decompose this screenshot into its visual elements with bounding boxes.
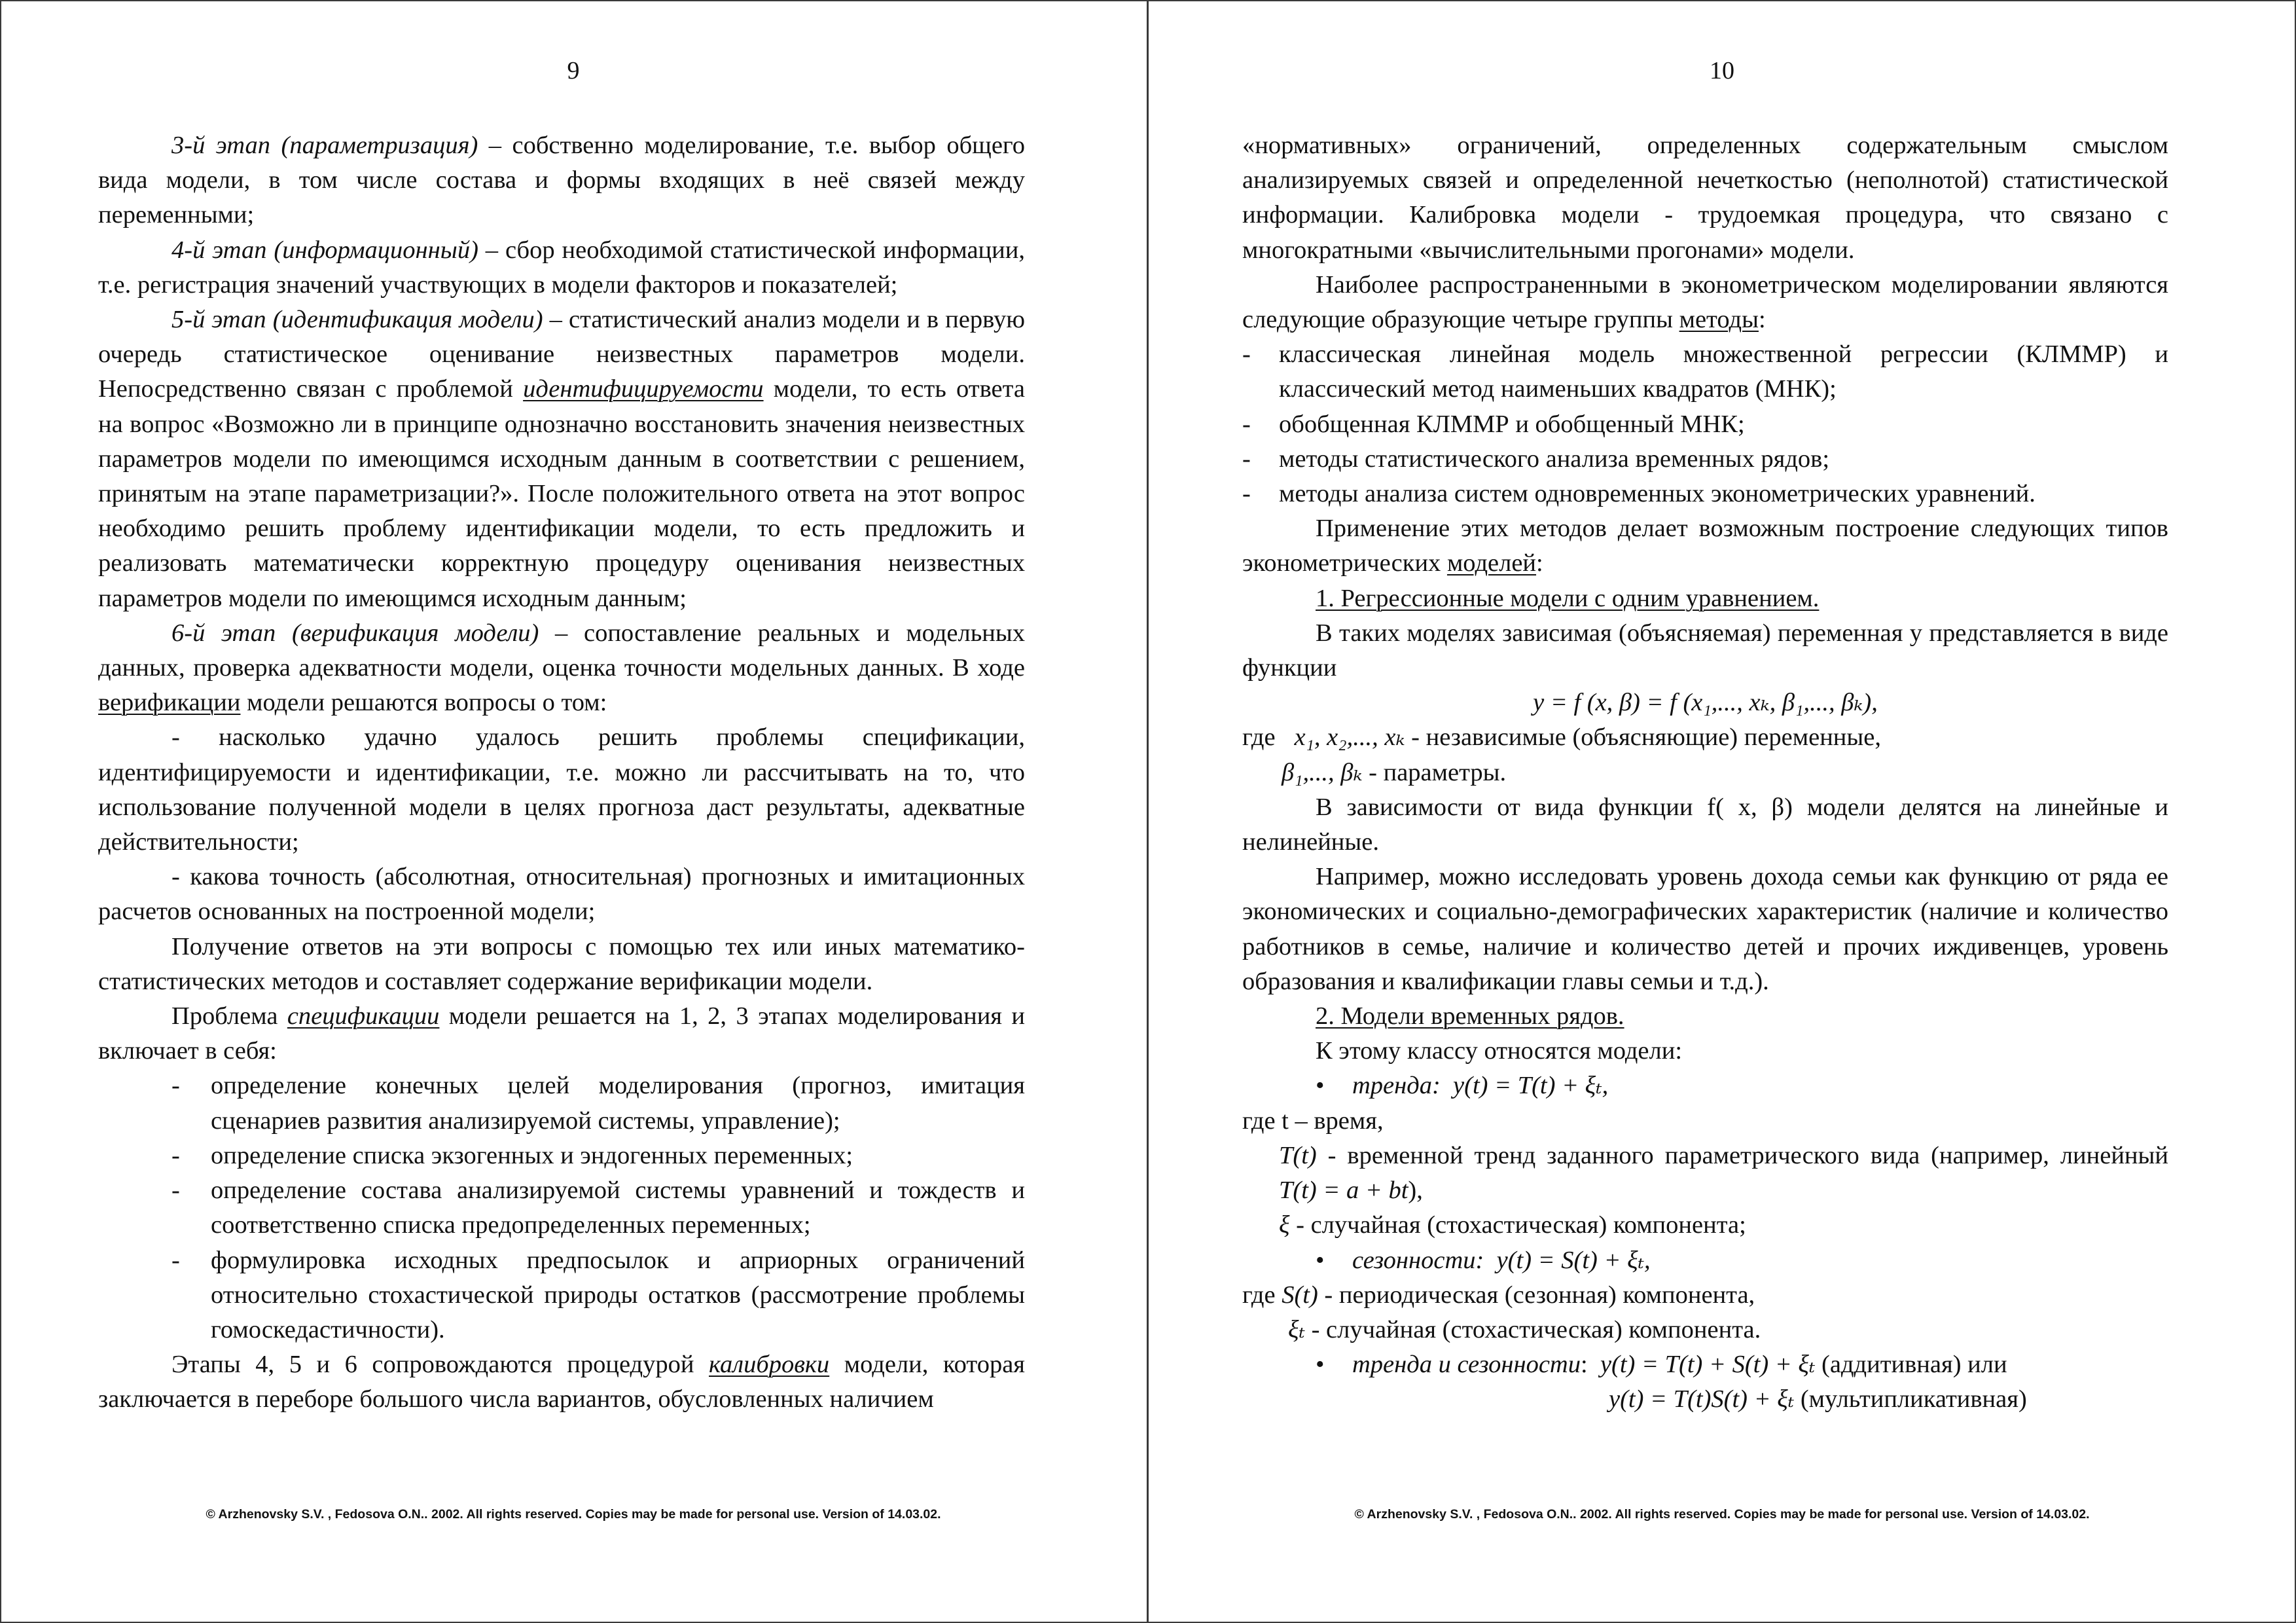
season-label: сезонности:: [1352, 1246, 1484, 1274]
stage4-title: 4-й этап (информационный): [171, 236, 478, 264]
stage5-text-b: модели, то есть ответа на вопрос «Возможно ли в принципе однозначно восстановить значения неизвестных параметров модели по имеющимся исходным данным в соответствии с решением, принятым на этапе параметризации?». После положительного ответа на этот вопрос необходимо решить проблему идентификации модели, то есть предложить и реализовать математически корректную процедуру оценивания неизвестных параметров модели по имеющимся исходным данным;: [98, 375, 1026, 612]
calib-text-a: Этапы 4, 5 и 6 сопровождаются процедурой: [171, 1351, 709, 1379]
stage5-title: 5-й этап (идентификация модели): [171, 306, 543, 334]
independent-text: - независимые (объясняющие) переменные,: [1405, 723, 1881, 752]
season-formula: y(t) = S(t) + ξₜ,: [1496, 1246, 1651, 1274]
stage5-text-a: – статистический анализ модели и в первую очередь статистическое оценивание неизвестных параметров модели. Непосредственно связан с проблемой: [98, 306, 1025, 403]
stage6-paragraph: [98, 616, 1025, 721]
where-word: где: [1242, 723, 1276, 752]
multiplicative-text: (мультипликативная): [1794, 1385, 2027, 1413]
copyright-footer: © Arzhenovsky S.V. , Fedosova O.N.. 2002. All rights reserved. Copies may be made for personal use. Version of 14.03.02.: [206, 1507, 941, 1522]
calib-text-b: модели, которая заключается в переборе большого числа вариантов, обусловленных наличием: [98, 1351, 1025, 1413]
additive-text: (аддитивная) или: [1815, 1351, 2007, 1379]
xi-text: - случайная (стохастическая) компонента;: [1289, 1211, 1746, 1239]
additive-formula: y(t) = T(t) + S(t) + ξₜ: [1600, 1351, 1816, 1379]
xit-def-line: [1242, 1313, 2168, 1347]
stage6-title: 6-й этап (верификация модели): [171, 619, 539, 647]
independent-vars: x₁, x₂,..., xₖ: [1294, 723, 1405, 752]
section-heading-1: [1242, 581, 2168, 616]
S-symbol: S(t): [1282, 1281, 1318, 1309]
trend-formula: y(t) = T(t) + ξₜ,: [1453, 1072, 1609, 1100]
stage4-paragraph: [98, 233, 1025, 302]
linear-paragraph: В зависимости от вида функции f( x, β) модели делятся на линейные и нелинейные.: [1242, 793, 2168, 856]
stage6-text-b: модели решаются вопросы о том:: [240, 689, 607, 717]
time-line: где t – время,: [1242, 1106, 1384, 1135]
multiplicative-line: [1242, 1382, 2168, 1417]
xit-symbol: ξₜ: [1288, 1315, 1305, 1343]
trend-label: тренда:: [1352, 1072, 1441, 1100]
where-independent: [1242, 720, 2168, 755]
params-vars: β₁,..., βₖ: [1282, 758, 1363, 786]
specification-term: спецификации: [287, 1002, 440, 1030]
regression-paragraph: В таких моделях зависимая (объясняемая) переменная y представляется в виде функции: [1242, 619, 2168, 682]
methods-text-b: :: [1758, 306, 1766, 334]
left-page: [0, 0, 1147, 1623]
params-text: - параметры.: [1362, 758, 1507, 786]
season-bullet: • сезонности: y(t) = S(t) + ξₜ,: [1316, 1246, 1651, 1274]
verification-term: верификации: [98, 689, 241, 717]
page-number: 10: [1710, 57, 1734, 84]
page-number: 9: [567, 57, 580, 84]
list-item: - методы статистического анализа временных рядов;: [1242, 442, 2168, 477]
methods-list: [1242, 337, 2168, 511]
xi-def-line: [1242, 1208, 2168, 1243]
list-item: - обобщенная КЛММР и обобщенный МНК;: [1242, 407, 2168, 442]
stage4-text: – сбор необходимой статистической информации, т.е. регистрация значений участвующих в модели факторов и показателей;: [98, 236, 1025, 299]
stage3-text: – собственно моделирование, т.е. выбор общего вида модели, в том числе состава и формы входящих в неё связей между переменными;: [98, 132, 1025, 229]
spec-text-b: модели решается на 1, 2, 3 этапах моделирования и включает в себя:: [98, 1002, 1026, 1065]
list-item: - методы анализа систем одновременных эконометрических уравнений.: [1242, 477, 2168, 511]
copyright-footer: © Arzhenovsky S.V. , Fedosova O.N.. 2002. All rights reserved. Copies may be made for personal use. Version of 14.03.02.: [1354, 1507, 2090, 1522]
where-word: где: [1242, 1281, 1276, 1309]
question-2: - какова точность (абсолютная, относительная) прогнозных и имитационных расчетов основанных на построенной модели;: [98, 863, 1025, 926]
list-item: - определение списка экзогенных и эндогенных переменных;: [171, 1139, 1025, 1173]
types-text-a: Применение этих методов делает возможным построение следующих типов эконометрических: [1242, 515, 2168, 577]
multiplicative-formula: y(t) = T(t)S(t) + ξₜ: [1609, 1385, 1795, 1413]
methods-term: методы: [1679, 306, 1759, 334]
methods-text-a: Наиболее распространенными в эконометрическом моделировании являются следующие образующие четыре группы: [1242, 270, 2168, 334]
trend-season-label: тренда и сезонности: [1352, 1351, 1581, 1379]
section-heading-1-text: 1. Регрессионные модели с одним уравнением.: [1316, 584, 1820, 612]
trend-def-line: [1242, 1139, 2168, 1208]
page-body: [98, 128, 1025, 1417]
stage5-paragraph: [98, 302, 1025, 616]
S-text: - периодическая (сезонная) компонента,: [1318, 1281, 1755, 1309]
answers-paragraph: Получение ответов на эти вопросы с помощью тех или иных математико-статистических методов и составляет содержание верификации модели.: [98, 932, 1025, 995]
class-paragraph: К этому классу относятся модели:: [1316, 1037, 1683, 1065]
list-item: - классическая линейная модель множественной регрессии (КЛММР) и классический метод наименьших квадратов (МНК);: [1242, 337, 2168, 407]
calibration-term: калибровки: [709, 1351, 830, 1379]
T-example: T(t) = a + bt: [1279, 1176, 1408, 1205]
list-item: - определение состава анализируемой системы уравнений и тождеств и соответственно списка предопределенных переменных;: [171, 1173, 1025, 1243]
trend-season-bullet: • тренда и сезонности: y(t) = T(t) + S(t) + ξₜ (аддитивная) или: [1316, 1351, 2007, 1379]
regression-formula: y = f (x, β) = f (x₁,..., xₖ, β₁,..., βₖ),: [1533, 689, 1878, 717]
stage6-text-a: – сопоставление реальных и модельных данных, проверка адекватности модели, оценка точности модельных данных. В ходе: [98, 619, 1025, 682]
params-line: [1242, 756, 2168, 790]
identifiability-term: идентифицируемости: [523, 375, 764, 403]
calibration-paragraph: [98, 1347, 1025, 1417]
continuation-paragraph: «нормативных» ограничений, определенных содержательным смыслом анализируемых связей и определенной нечеткостью (неполнотой) статистической информации. Калибровка модели - трудоемкая процедура, что связано с многократными «вычислительными прогонами» модели.: [1242, 132, 2168, 264]
methods-paragraph: [1242, 268, 2168, 337]
trend-bullet: • тренда: y(t) = T(t) + ξₜ,: [1316, 1072, 1609, 1100]
T-text: - временной тренд заданного параметрического вида (например, линейный: [1316, 1141, 2168, 1169]
T-symbol: T(t): [1279, 1141, 1317, 1169]
question-1: - насколько удачно удалось решить проблемы спецификации, идентифицируемости и идентификации, т.е. можно ли рассчитывать на то, что использование полученной модели в целях прогноза даст результаты, адекватные действительности;: [98, 723, 1025, 856]
list-item: - определение конечных целей моделирования (прогноз, имитация сценариев развития анализируемой системы, управление);: [171, 1068, 1025, 1138]
example-paragraph: Например, можно исследовать уровень дохода семьи как функцию от ряда ее экономических и социально-демографических характеристик (наличие и количество работников в семье, наличие и количество детей и прочих иждивенцев, уровень образования и квалификации главы семьи и т.д.).: [1242, 863, 2168, 995]
stage3-paragraph: [98, 128, 1025, 233]
right-page: [1149, 0, 2295, 1623]
stage3-title: 3-й этап (параметризация): [171, 132, 478, 159]
xit-text: - случайная (стохастическая) компонента.: [1304, 1315, 1761, 1343]
section-heading-2-text: 2. Модели временных рядов.: [1316, 1002, 1624, 1030]
T-tail: ),: [1408, 1176, 1423, 1205]
spec-list: [98, 1068, 1025, 1347]
xi-symbol: ξ: [1279, 1211, 1290, 1239]
spec-text-a: Проблема: [171, 1002, 287, 1030]
list-item: - формулировка исходных предпосылок и априорных ограничений относительно стохастической природы остатков (рассмотрение проблемы гомоскедастичности).: [171, 1243, 1025, 1348]
S-def-line: [1242, 1278, 2168, 1313]
specification-paragraph: [98, 999, 1025, 1068]
types-text-b: :: [1536, 549, 1543, 577]
types-paragraph: [1242, 511, 2168, 581]
models-term: моделей: [1446, 549, 1537, 577]
page-body: [1242, 128, 2168, 1417]
section-heading-2: [1242, 999, 2168, 1034]
